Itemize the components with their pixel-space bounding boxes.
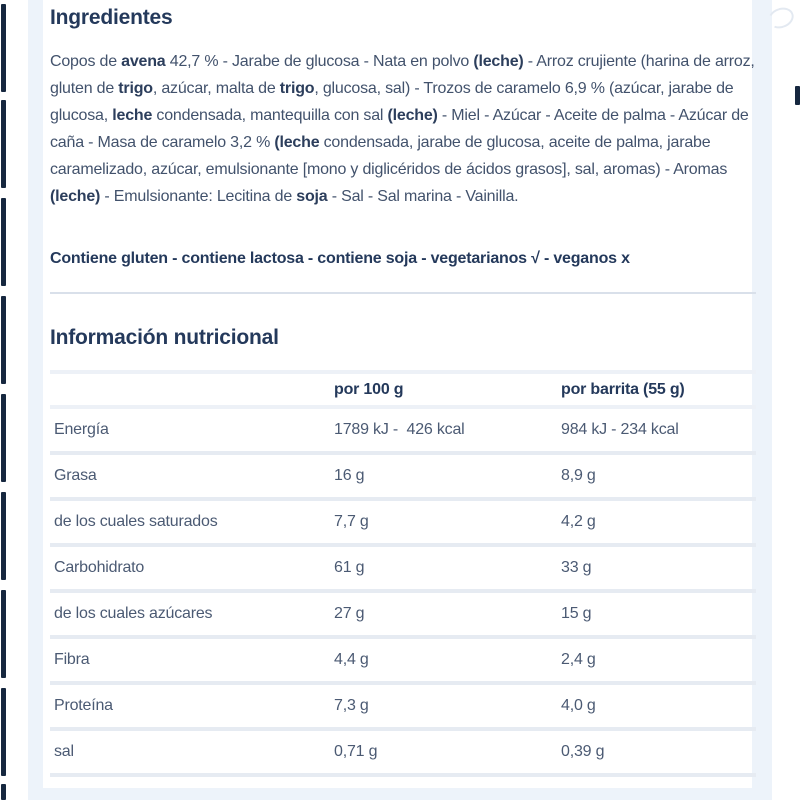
table-row-azucares (50, 593, 756, 639)
right-edge-clipped-artifact (795, 86, 800, 105)
row-value-bar: 15 g (561, 605, 592, 622)
row-value-100g: 4,4 g (334, 651, 369, 668)
row-value-100g: 61 g (334, 559, 365, 576)
row-label: Proteína (54, 697, 113, 714)
edge-artifact (1, 4, 6, 92)
row-label: Carbohidrato (54, 559, 145, 576)
edge-artifact (1, 492, 6, 580)
row-label: Grasa (54, 467, 97, 484)
nutrition-table (50, 370, 756, 777)
edge-artifact (1, 394, 6, 482)
section-divider (50, 292, 756, 294)
table-row-proteina (50, 685, 756, 731)
table-row-energia (50, 409, 756, 455)
row-value-100g: 0,71 g (334, 743, 378, 760)
row-label: Energía (54, 421, 109, 438)
edge-artifact (1, 784, 6, 800)
row-value-100g: 1789 kJ - 426 kcal (334, 421, 465, 438)
nutrition-title: Información nutricional (50, 326, 279, 349)
ingredients-title: Ingredientes (50, 6, 173, 29)
allergen-summary: Contiene gluten - contiene lactosa - contiene soja - vegetarianos √ - veganos x (50, 250, 630, 267)
ingredients-text: Copos de avena 42,7 % - Jarabe de glucosa - Nata en polvo (leche) - Arroz crujiente (harina de arroz, gluten de trigo, azúcar, malta de trigo, glucosa, sal) - Trozos de caramelo 6,9 % (azúcar, jarabe de glucosa, leche condensada, mantequilla con sal (leche) - Miel - Azúcar - Aceite de palma - Azúcar de caña - Masa de caramelo 3,2 % (leche condensada, jarabe de glucosa, aceite de palma, jarabe caramelizado, azúcar, emulsionante [mono y diglicéridos de ácidos grasos], sal, aromas) - Aromas (leche) - Emulsionante: Lecitina de soja - Sal - Sal marina - Vainilla. (50, 53, 755, 205)
edge-artifact (1, 296, 6, 384)
table-row-sal (50, 731, 756, 777)
row-label: de los cuales azúcares (54, 605, 213, 622)
table-row-carbohidrato (50, 547, 756, 593)
table-row-fibra (50, 639, 756, 685)
row-value-100g: 7,3 g (334, 697, 369, 714)
row-value-100g: 16 g (334, 467, 365, 484)
row-value-bar: 984 kJ - 234 kcal (561, 421, 679, 438)
row-value-bar: 0,39 g (561, 743, 605, 760)
row-value-bar: 4,2 g (561, 513, 596, 530)
table-row-saturados (50, 501, 756, 547)
row-value-bar: 33 g (561, 559, 592, 576)
row-value-bar: 2,4 g (561, 651, 596, 668)
row-label: de los cuales saturados (54, 513, 218, 530)
table-row-grasa (50, 455, 756, 501)
row-value-100g: 27 g (334, 605, 365, 622)
header-per-bar: por barrita (55 g) (561, 380, 685, 398)
header-per-100g: por 100 g (334, 380, 404, 398)
row-value-bar: 4,0 g (561, 697, 596, 714)
row-value-100g: 7,7 g (334, 513, 369, 530)
edge-artifact (1, 198, 6, 286)
edge-artifact (1, 590, 6, 678)
section-content (50, 0, 755, 800)
edge-artifact (1, 688, 6, 776)
nutrition-table-header (50, 374, 756, 409)
row-value-bar: 8,9 g (561, 467, 596, 484)
row-label: Fibra (54, 651, 90, 668)
row-label: sal (54, 743, 74, 760)
edge-artifact (1, 100, 6, 188)
